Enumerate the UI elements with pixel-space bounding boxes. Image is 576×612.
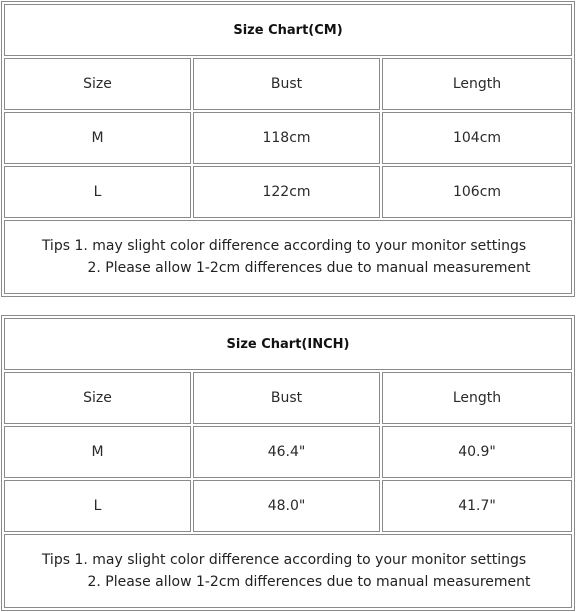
table-cell-length: 104cm [382, 112, 572, 164]
table-cell-length: 40.9" [382, 426, 572, 478]
tip-line-1: Tips 1. may slight color difference according to your monitor settings [41, 238, 527, 254]
table-cell-length: 41.7" [382, 480, 572, 532]
table-cell-length: 106cm [382, 166, 572, 218]
table-cell-bust: 118cm [193, 112, 380, 164]
header-size: Size [4, 58, 191, 110]
table-cell-bust: 48.0" [193, 480, 380, 532]
table-cell-size: L [4, 166, 191, 218]
table-cell-bust: 122cm [193, 166, 380, 218]
header-bust: Bust [193, 372, 380, 424]
header-size: Size [4, 372, 191, 424]
tip-line-2: 2. Please allow 1-2cm differences due to manual measurement [87, 574, 531, 590]
tip-line-1: Tips 1. may slight color difference according to your monitor settings [41, 552, 527, 568]
table-cell-bust: 46.4" [193, 426, 380, 478]
header-length: Length [382, 58, 572, 110]
chart-title: Size Chart(INCH) [4, 318, 572, 370]
chart-title: Size Chart(CM) [4, 4, 572, 56]
table-cell-size: L [4, 480, 191, 532]
header-bust: Bust [193, 58, 380, 110]
table-cell-size: M [4, 426, 191, 478]
header-length: Length [382, 372, 572, 424]
table-cell-size: M [4, 112, 191, 164]
tips-cell [4, 220, 572, 294]
tip-line-2: 2. Please allow 1-2cm differences due to manual measurement [87, 260, 531, 276]
tips-cell [4, 534, 572, 608]
